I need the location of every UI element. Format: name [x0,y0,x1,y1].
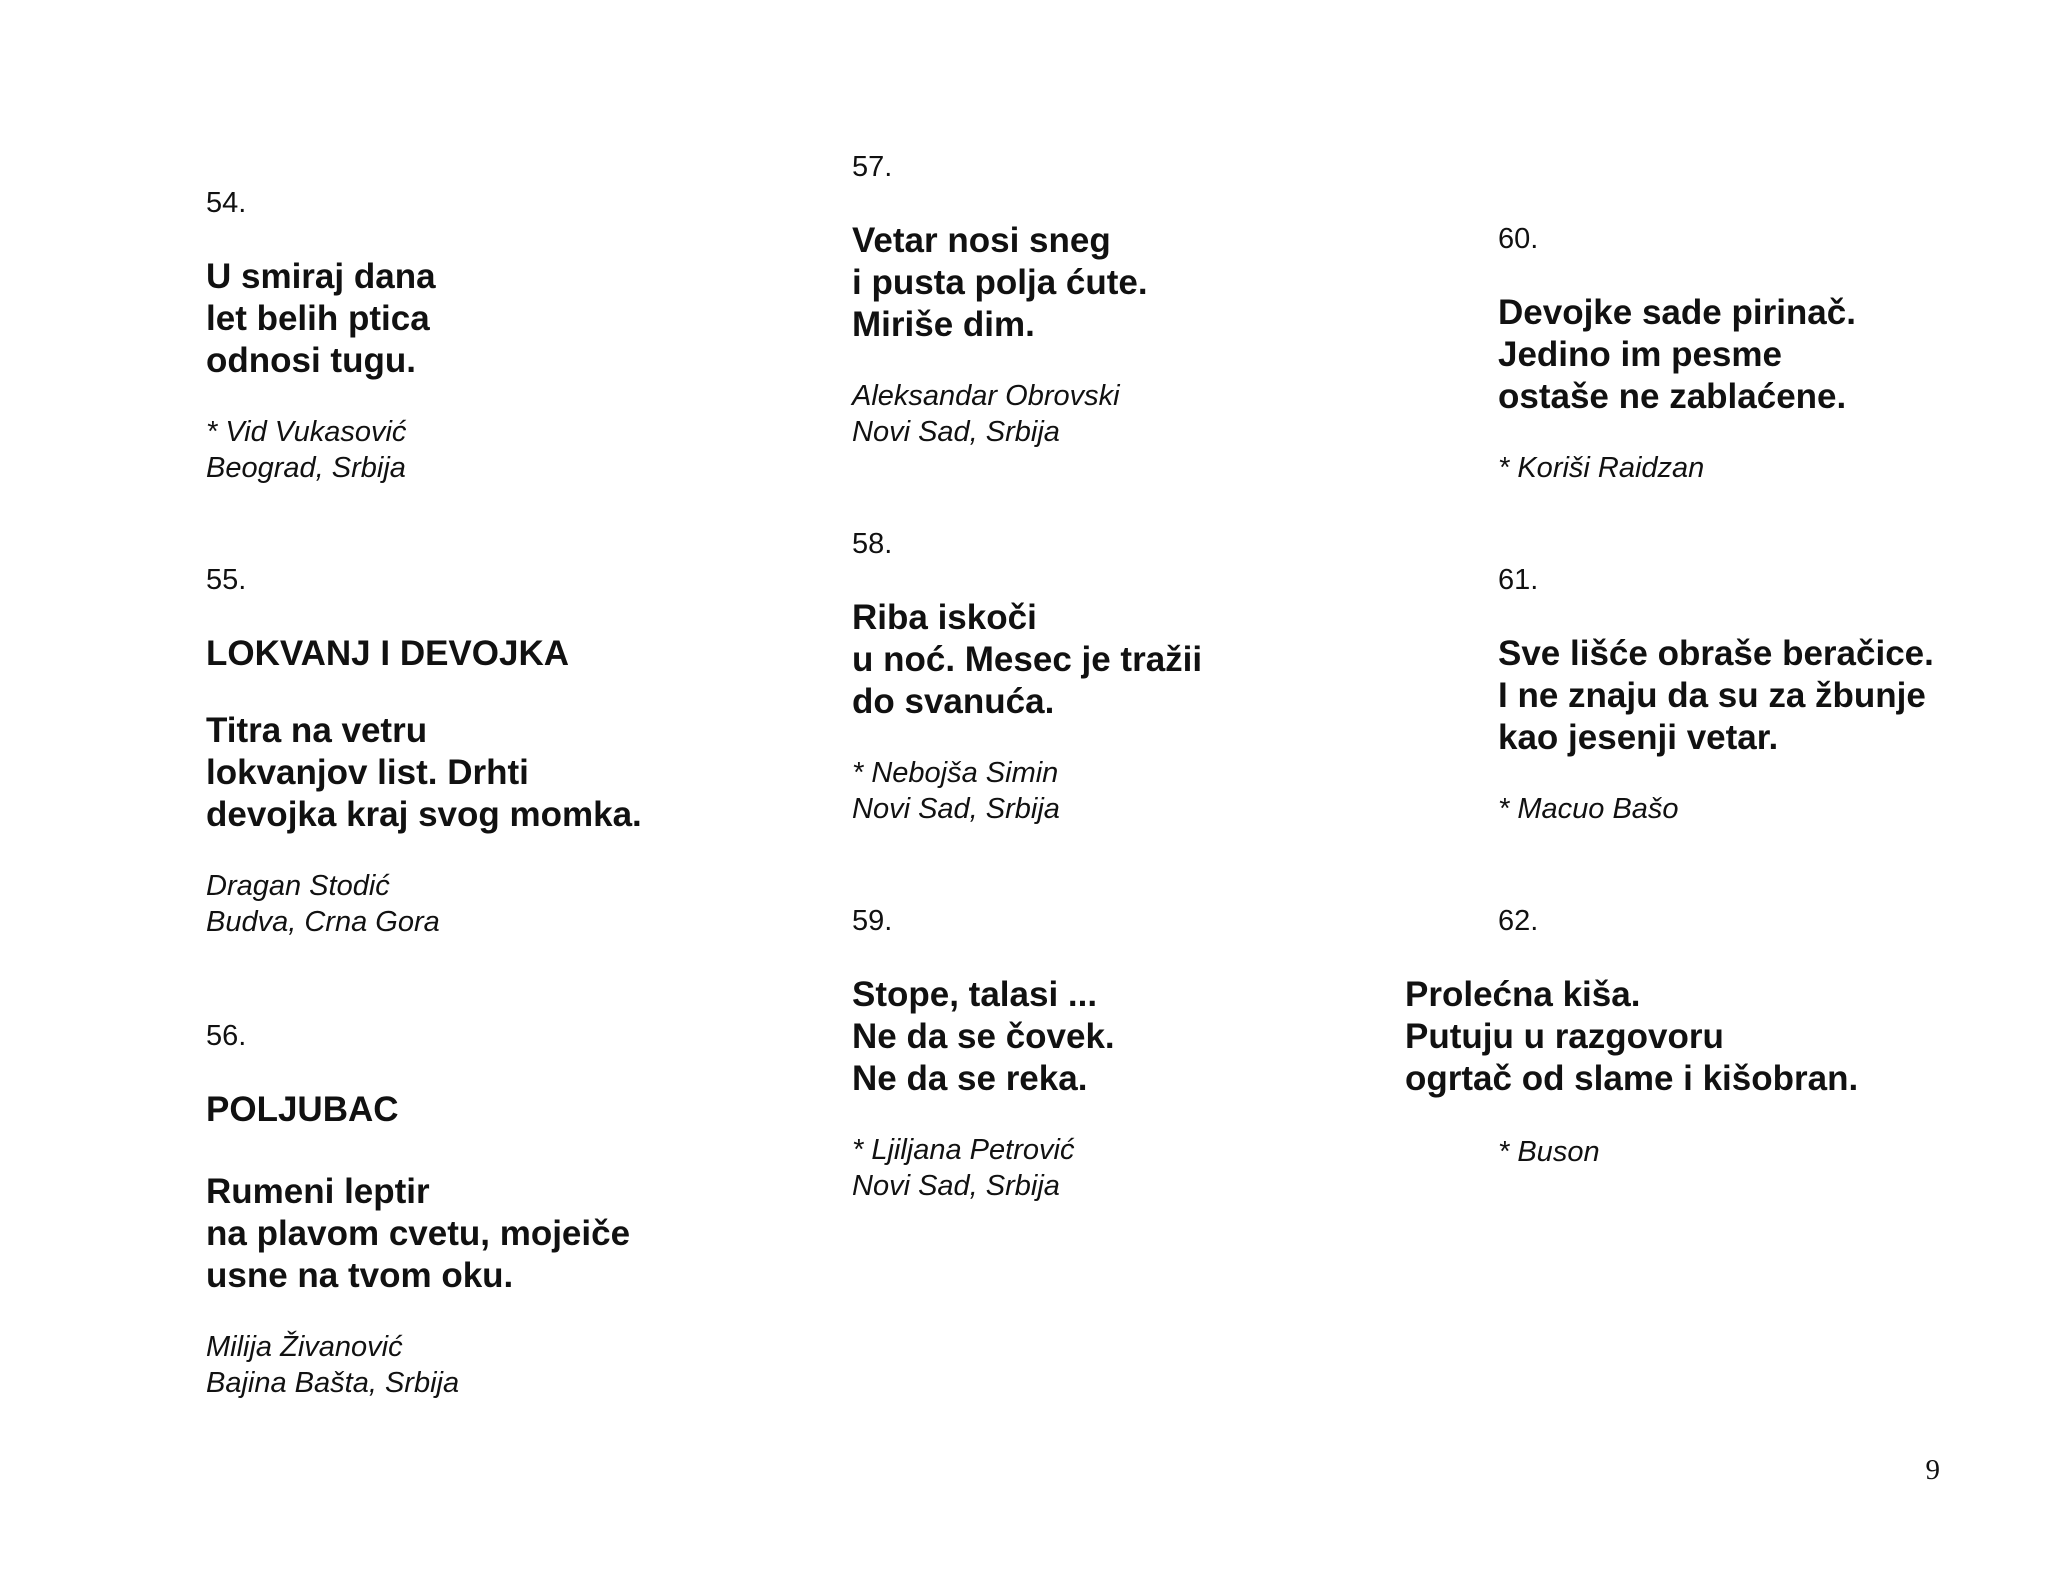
poem-line: devojka kraj svog momka. [206,795,642,834]
poem-line: I ne znaju da su za žbunje [1498,676,1926,715]
poem-number: 56. [206,1020,247,1052]
poem-line: Ne da se čovek. [852,1017,1115,1056]
poem-lines [852,597,1202,723]
poem-62-number [1498,903,1538,974]
poem-lines [206,256,436,382]
page-number: 9 [1925,1454,1940,1486]
poem-line: lokvanjov list. Drhti [206,753,529,792]
poem-byline [206,868,642,940]
poem-byline [1498,1134,1600,1170]
poem-author: Aleksandar Obrovski [852,380,1120,412]
poem-place: Novi Sad, Srbija [852,793,1060,825]
poem-number: 55. [206,564,247,596]
poem-lines [1405,974,1858,1100]
poem-lines [1498,633,1934,759]
poem-line: Riba iskoči [852,598,1037,637]
poem-line: i pusta polja ćute. [852,263,1148,302]
poem-line: Vetar nosi sneg [852,221,1111,260]
poem-author: * Vid Vukasović [206,416,407,448]
poem-line: U smiraj dana [206,257,436,296]
poem-number: 54. [206,187,247,219]
poem-lines [206,1171,630,1297]
poem-author: * Macuo Bašo [1498,793,1679,825]
poem-place: Budva, Crna Gora [206,906,440,938]
poem-author: * Nebojša Simin [852,757,1059,789]
poem-number: 59. [852,905,893,937]
poem-place: Beograd, Srbija [206,452,406,484]
poem-59 [852,903,1115,1204]
poem-line: Miriše dim. [852,305,1035,344]
poem-place: Bajina Bašta, Srbija [206,1367,460,1399]
poem-byline [852,1132,1115,1204]
poem-number: 58. [852,528,893,560]
poem-byline [1498,450,1856,486]
poem-byline [206,1329,630,1401]
poem-title: LOKVANJ I DEVOJKA [206,634,570,673]
poem-line: Sve lišće obraše beračice. [1498,634,1934,673]
poem-author: Dragan Stodić [206,870,390,902]
poem-line: Devojke sade pirinač. [1498,293,1856,332]
poem-61 [1498,562,1934,827]
poem-line: Prolećna kiša. [1405,975,1641,1014]
poem-55 [206,562,642,940]
poem-57 [852,149,1148,450]
poem-line: Putuju u razgovoru [1405,1017,1724,1056]
poem-line: Ne da se reka. [852,1059,1088,1098]
poem-58 [852,526,1202,827]
poem-number: 60. [1498,223,1539,255]
poem-title: POLJUBAC [206,1090,399,1129]
poem-number: 57. [852,151,893,183]
poem-line: Jedino im pesme [1498,335,1782,374]
poem-lines [852,974,1115,1100]
poem-author: * Buson [1498,1136,1600,1168]
poem-line: kao jesenji vetar. [1498,718,1779,757]
poem-60 [1498,221,1856,486]
poem-place: Novi Sad, Srbija [852,416,1060,448]
poem-lines [852,220,1148,346]
poem-56 [206,1018,630,1401]
poem-number: 61. [1498,564,1539,596]
poem-byline [206,414,436,486]
poem-number: 62. [1498,905,1539,937]
poem-place: Novi Sad, Srbija [852,1170,1060,1202]
poem-line: ostaše ne zablaćene. [1498,377,1847,416]
poem-byline [852,755,1202,827]
poem-author: Milija Živanović [206,1331,403,1363]
poem-line: Titra na vetru [206,711,428,750]
poem-author: * Ljiljana Petrović [852,1134,1075,1166]
poem-62-byline [1498,1134,1600,1170]
poem-line: u noć. Mesec je tražii [852,640,1203,679]
poem-line: do svanuća. [852,682,1055,721]
poem-62 [1405,974,1858,1132]
poem-line: usne na tvom oku. [206,1256,514,1295]
poem-line: ogrtač od slame i kišobran. [1405,1059,1859,1098]
poem-line: Stope, talasi ... [852,975,1098,1014]
poem-54 [206,185,436,486]
poem-line: Rumeni leptir [206,1172,430,1211]
poem-line: na plavom cvetu, mojeiče [206,1214,631,1253]
poem-author: * Koriši Raidzan [1498,452,1705,484]
poem-line: let belih ptica [206,299,430,338]
poem-lines [1498,292,1856,418]
poem-lines [206,710,642,836]
poem-line: odnosi tugu. [206,341,416,380]
poem-byline [852,378,1148,450]
poem-byline [1498,791,1934,827]
